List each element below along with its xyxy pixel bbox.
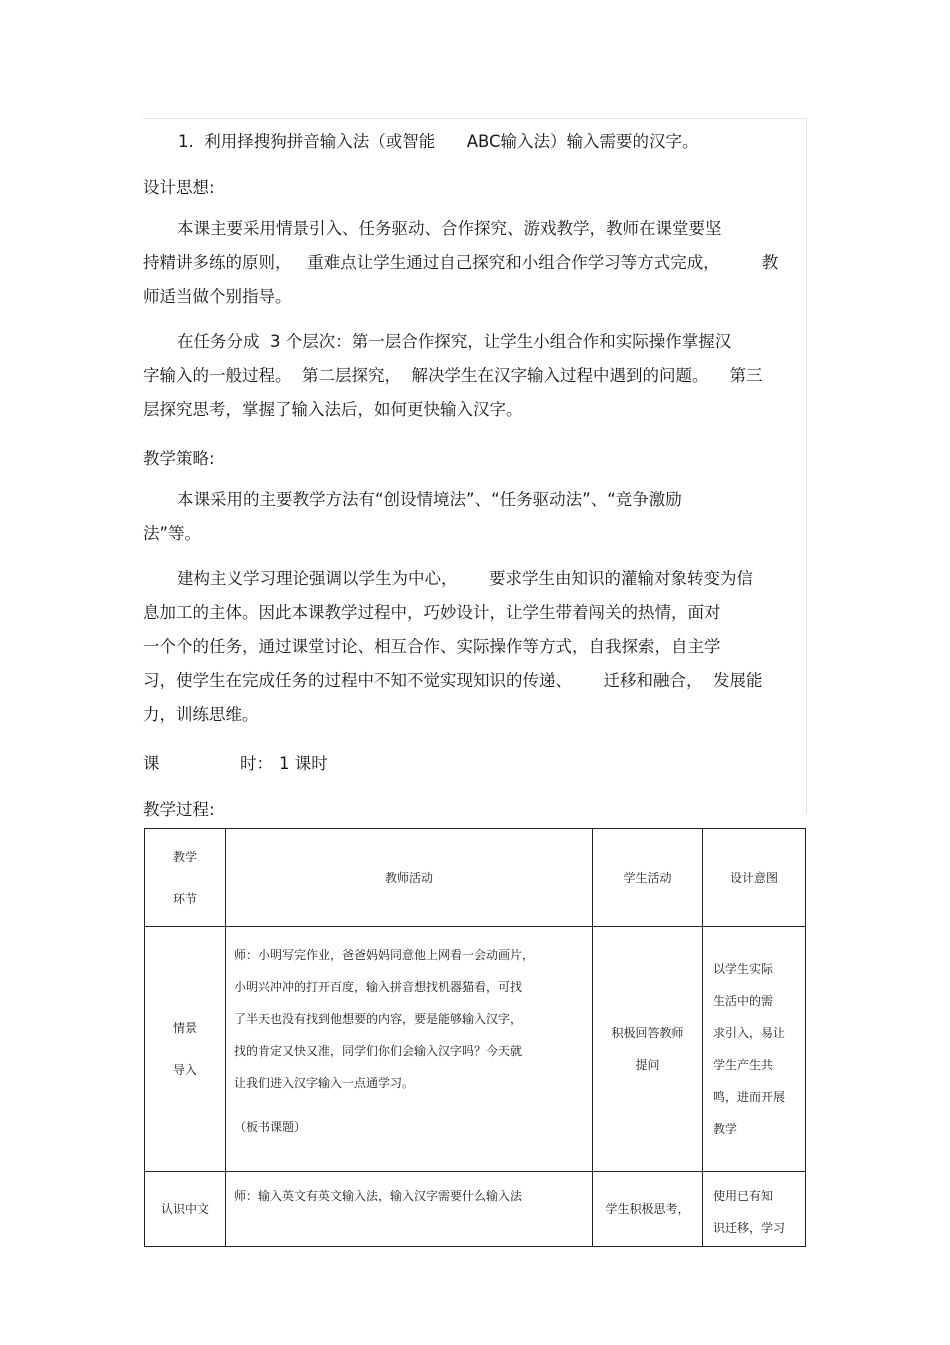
text-line: 息加工的主体。因此本课教学过程中，巧妙设计，让学生带着闯关的热情，面对 <box>143 603 721 622</box>
text-line: 在任务分成 3 个层次：第一层合作探究，让学生小组合作和实际操作掌握汉 <box>177 332 732 351</box>
text-line: 一个个的任务，通过课堂讨论、相互合作、实际操作等方式，自我探索，自主学 <box>143 637 721 656</box>
header-teacher: 教师活动 <box>226 829 593 927</box>
intent-line: 以学生实际 <box>713 962 774 976</box>
text-line: 习，使学生在完成任务的过程中不知不觉实现知识的传递、 迁移和融合， 发展能 <box>143 671 763 690</box>
teacher-line: 了半天也没有找到他想要的内容，要是能够输入汉字， <box>234 1012 523 1026</box>
teacher-line: 找的肯定又快又准，同学们你们会输入汉字吗？今天就 <box>234 1044 523 1058</box>
stage-line: 导入 <box>172 1063 197 1077</box>
header-student: 学生活动 <box>593 829 703 927</box>
stage-line: 情景 <box>172 1021 197 1035</box>
row1-stage <box>145 927 226 1172</box>
teacher-line: 让我们进入汉字输入一点通学习。 <box>234 1076 415 1090</box>
student-line: 提问 <box>635 1058 660 1072</box>
process-heading: 教学过程: <box>143 800 215 819</box>
header-intent: 设计意图 <box>703 829 806 927</box>
strategy-paragraph-2 <box>143 562 807 732</box>
design-paragraph-2 <box>143 325 807 427</box>
row1-intent <box>703 927 806 1172</box>
table-header-row <box>145 829 806 927</box>
text-line: 师适当做个别指导。 <box>143 287 292 306</box>
text-line: 本课主要采用情景引入、任务驱动、合作探究、游戏教学，教师在课堂要坚 <box>177 219 722 238</box>
page-frame-top <box>143 118 807 119</box>
row2-stage <box>145 1172 226 1247</box>
header-stage <box>145 829 226 927</box>
intent-line: 学生产生共 <box>713 1058 774 1072</box>
design-paragraph-1 <box>143 212 807 314</box>
intro-item: 1. 利用择搜狗拼音输入法（或智能 ABC输入法）输入需要的汉字。 <box>178 132 699 151</box>
text-line: 层探究思考，掌握了输入法后，如何更快输入汉字。 <box>143 400 523 419</box>
intent-line: 识迁移，学习 <box>713 1221 786 1235</box>
design-heading: 设计思想: <box>143 178 215 197</box>
class-hours-gap-label: 时： <box>240 754 273 773</box>
strategy-heading: 教学策略: <box>143 449 215 468</box>
student-line: 积极回答教师 <box>611 1026 684 1040</box>
class-hours <box>143 750 543 774</box>
teacher-line: 小明兴冲冲的打开百度，输入拼音想找机器猫看，可找 <box>234 980 523 994</box>
intent-line: 生活中的需 <box>713 994 774 1008</box>
row1-teacher <box>226 927 593 1172</box>
intent-line: 教学 <box>713 1122 738 1136</box>
text-line: 法”等。 <box>143 524 202 543</box>
text-line: 本课采用的主要教学方法有“创设情境法”、“任务驱动法”、“竞争激励 <box>177 490 682 509</box>
student-line: 学生积极思考， <box>605 1202 690 1216</box>
intent-line: 求引入，易让 <box>713 1026 786 1040</box>
strategy-paragraph-1 <box>143 483 807 551</box>
stage-line: 认识中文 <box>160 1202 209 1216</box>
class-hours-value: 1 课时 <box>279 754 328 773</box>
header-stage-line: 教学 <box>172 849 197 864</box>
intent-line: 使用已有知 <box>713 1189 774 1203</box>
teacher-line: 师：小明写完作业，爸爸妈妈同意他上网看一会动画片， <box>234 948 535 962</box>
teacher-line: （板书课题） <box>234 1120 307 1134</box>
row1-student <box>593 927 703 1172</box>
text-line: 力，训练思维。 <box>143 705 259 724</box>
row2-intent <box>703 1172 806 1247</box>
text-line: 持精讲多练的原则， 重难点让学生通过自己探究和小组合作学习等方式完成， 教 <box>143 253 779 272</box>
lesson-table <box>144 828 806 1247</box>
table-row <box>145 927 806 1172</box>
row2-student <box>593 1172 703 1247</box>
teacher-line: 师：输入英文有英文输入法，输入汉字需要什么输入法 <box>234 1189 523 1203</box>
row2-teacher <box>226 1172 593 1247</box>
header-stage-line: 环节 <box>172 891 197 906</box>
table-row <box>145 1172 806 1247</box>
text-line: 建构主义学习理论强调以学生为中心， 要求学生由知识的灌输对象转变为信 <box>177 569 753 588</box>
text-line: 字输入的一般过程。 第二层探究， 解决学生在汉字输入过程中遇到的问题。 第三 <box>143 366 763 385</box>
intent-line: 鸣，进而开展 <box>713 1090 786 1104</box>
class-hours-label: 课 <box>143 754 160 773</box>
